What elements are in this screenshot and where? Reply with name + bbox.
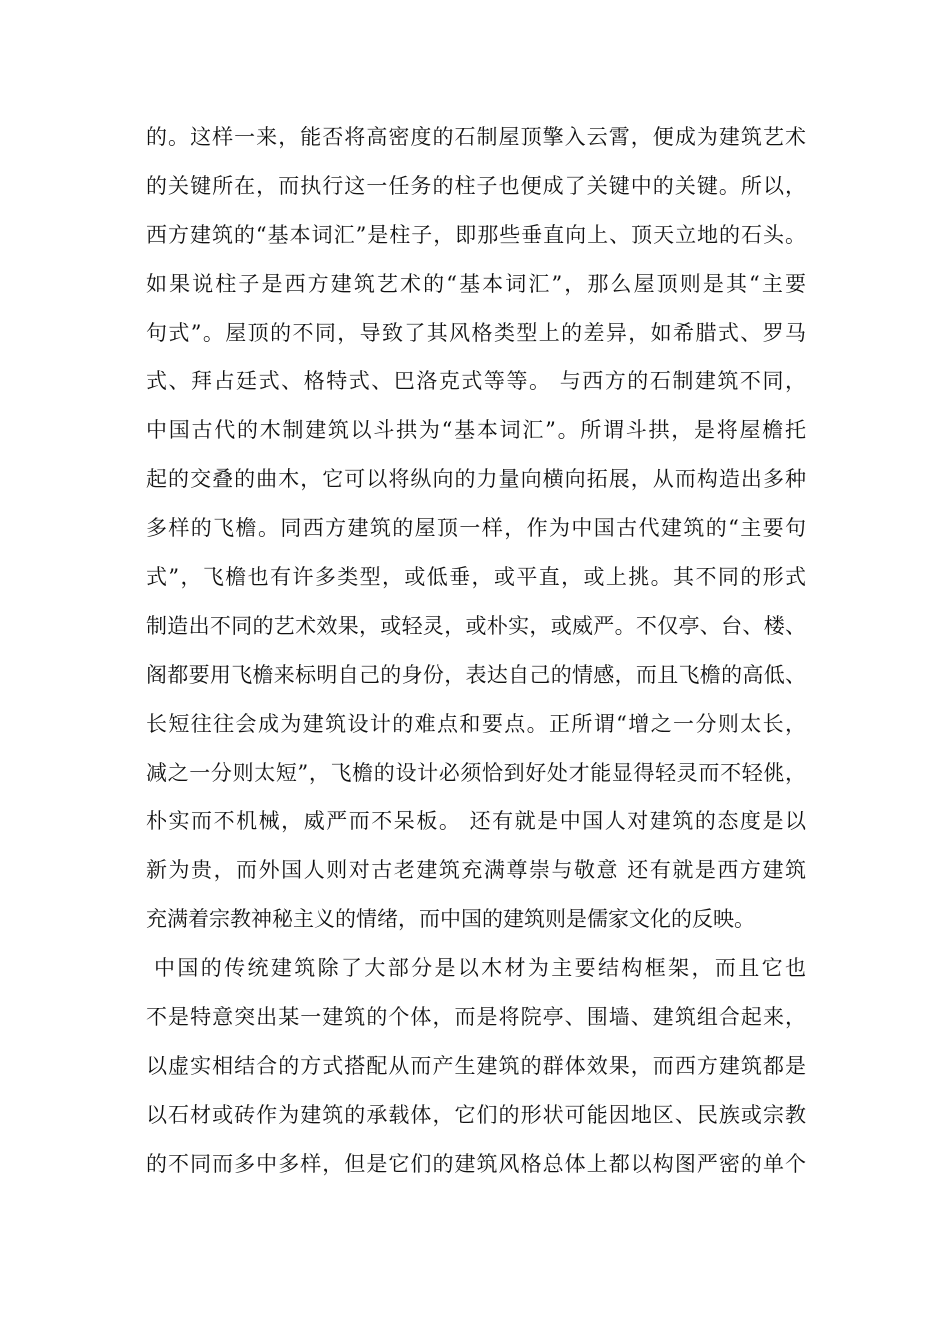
- text-line: 朴实而不机械，威严而不呆板。 还有就是中国人对建筑的态度是以: [146, 809, 806, 834]
- text-line: 多样的飞檐。同西方建筑的屋顶一样，作为中国古代建筑的“主要句: [146, 516, 806, 541]
- text-line: 的关键所在，而执行这一任务的柱子也便成了关键中的关键。所以，: [146, 173, 806, 198]
- text-line: 不是特意突出某一建筑的个体，而是将院亭、围墙、建筑组合起来，: [146, 1005, 806, 1030]
- text-line: 中国古代的木制建筑以斗拱为“基本词汇”。所谓斗拱，是将屋檐托: [146, 418, 806, 443]
- text-line: 以虚实相结合的方式搭配从而产生建筑的群体效果，而西方建筑都是: [146, 1053, 806, 1078]
- text-line: 新为贵，而外国人则对古老建筑充满尊崇与敬意 还有就是西方建筑: [146, 858, 806, 883]
- text-line: 式、拜占廷式、格特式、巴洛克式等等。 与西方的石制建筑不同，: [146, 369, 806, 394]
- text-line: 如果说柱子是西方建筑艺术的“基本词汇”，那么屋顶则是其“主要: [146, 271, 806, 296]
- text-line: 制造出不同的艺术效果，或轻灵，或朴实，或威严。不仅亭、台、楼、: [146, 613, 806, 638]
- text-line: 的。这样一来，能否将高密度的石制屋顶擎入云霄，便成为建筑艺术: [146, 125, 806, 149]
- text-line: 减之一分则太短”，飞檐的设计必须恰到好处才能显得轻灵而不轻佻，: [146, 760, 806, 785]
- text-line: 句式”。屋顶的不同，导致了其风格类型上的差异，如希腊式、罗马: [146, 320, 806, 345]
- document-body: [146, 113, 806, 1189]
- text-line: 的不同而多中多样，但是它们的建筑风格总体上都以构图严密的单个: [146, 1151, 806, 1176]
- text-line: 式”，飞檐也有许多类型，或低垂，或平直，或上挑。其不同的形式: [146, 565, 806, 590]
- text-line: 起的交叠的曲木，它可以将纵向的力量向横向拓展，从而构造出多种: [146, 467, 806, 492]
- text-line: 充满着宗教神秘主义的情绪，而中国的建筑则是儒家文化的反映。: [146, 907, 755, 932]
- text-line: 阁都要用飞檐来标明自己的身份，表达自己的情感，而且飞檐的高低、: [146, 662, 806, 687]
- paragraph-first-line: 中国的传统建筑除了大部分是以木材为主要结构框架，而且它也: [154, 956, 806, 981]
- text-line: 西方建筑的“基本词汇”是柱子，即那些垂直向上、顶天立地的石头。: [146, 222, 806, 247]
- text-line: 长短往往会成为建筑设计的难点和要点。正所谓“增之一分则太长，: [146, 711, 806, 736]
- text-line: 以石材或砖作为建筑的承载体，它们的形状可能因地区、民族或宗教: [146, 1102, 806, 1127]
